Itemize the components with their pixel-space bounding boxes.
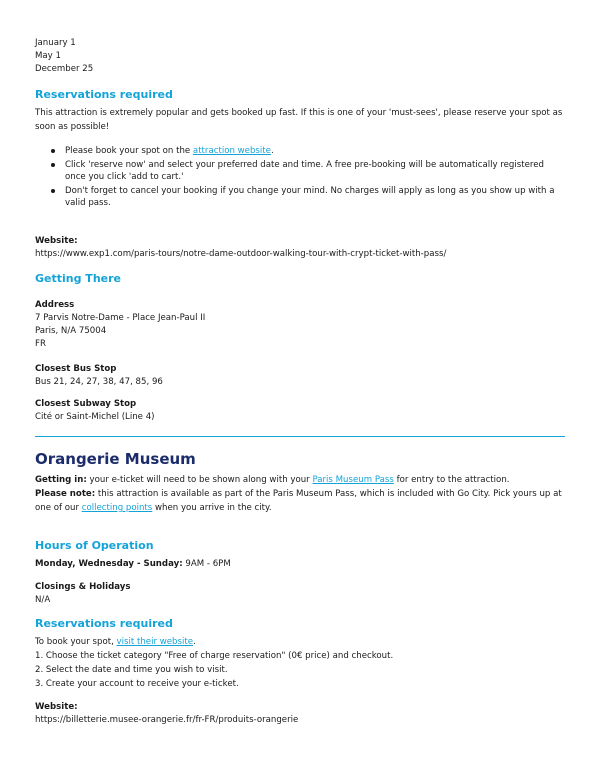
hours-time: 9AM - 6PM xyxy=(182,559,231,569)
hours-row xyxy=(35,558,231,570)
section-divider xyxy=(35,436,565,437)
hours-heading: Hours of Operation xyxy=(35,539,154,552)
step-item: 1. Choose the ticket category "Free of charge reservation" (0€ price) and checkout. xyxy=(35,651,394,661)
book-spot-text: To book your spot, xyxy=(35,637,117,647)
holiday-item: December 25 xyxy=(35,64,94,74)
bullet-item xyxy=(35,185,565,210)
website-url: https://www.exp1.com/paris-tours/notre-dame-outdoor-walking-tour-with-crypt-ticket-with-pass/ xyxy=(35,249,447,259)
reservations-heading: Reservations required xyxy=(35,617,173,630)
closings-label: Closings & Holidays xyxy=(35,582,131,592)
step-item: 3. Create your account to receive your e-ticket. xyxy=(35,679,239,689)
bus-stop-value: Bus 21, 24, 27, 38, 47, 85, 96 xyxy=(35,377,163,387)
getting-in-text: your e-ticket will need to be shown along with your xyxy=(86,475,313,485)
bullet-text: Click 'reserve now' and select your preferred date and time. A free pre-booking will be automatically registered once you click 'add to cart.' xyxy=(65,159,544,182)
getting-in-text: for entry to the attraction. xyxy=(393,475,510,485)
website-label: Website: xyxy=(35,702,78,712)
closings-value: N/A xyxy=(35,595,51,605)
attraction-website-link[interactable]: attraction website xyxy=(192,146,271,156)
address-line: FR xyxy=(35,339,46,349)
please-note-paragraph xyxy=(35,487,565,515)
reservations-bullet-list xyxy=(35,145,565,210)
getting-there-heading: Getting There xyxy=(35,272,121,285)
address-label: Address xyxy=(35,300,75,310)
book-spot-text: . xyxy=(193,637,196,647)
website-label: Website: xyxy=(35,236,78,246)
address-line: 7 Parvis Notre-Dame - Place Jean-Paul II xyxy=(35,313,206,323)
getting-in-paragraph xyxy=(35,473,565,487)
step-item: 2. Select the date and time you wish to visit. xyxy=(35,665,228,675)
please-note-label: Please note: xyxy=(35,489,96,499)
bullet-dot xyxy=(51,189,55,193)
holiday-item: January 1 xyxy=(35,38,76,48)
address-line: Paris, N/A 75004 xyxy=(35,326,107,336)
please-note-text: this attraction is available as part of the Paris Museum Pass, which is included with Go City. Pick yours up at one of our xyxy=(35,489,562,513)
subway-stop-label: Closest Subway Stop xyxy=(35,399,137,409)
bullet-dot xyxy=(51,163,55,167)
subway-stop-value: Cité or Saint-Michel (Line 4) xyxy=(35,412,155,422)
collecting-points-link[interactable]: collecting points xyxy=(81,503,153,513)
bus-stop-label: Closest Bus Stop xyxy=(35,364,117,374)
bullet-dot xyxy=(51,149,55,153)
getting-in-label: Getting in: xyxy=(35,475,87,485)
website-url: https://billetterie.musee-orangerie.fr/fr-FR/produits-orangerie xyxy=(35,715,299,725)
reservations-heading: Reservations required xyxy=(35,88,173,101)
hours-days: Monday, Wednesday - Sunday: xyxy=(35,559,183,569)
bullet-text: . xyxy=(270,146,274,156)
bullet-text: Please book your spot on the xyxy=(65,146,193,156)
reservations-intro: This attraction is extremely popular and gets booked up fast. If this is one of your 'must-sees', please reserve your spot as soon as possible! xyxy=(35,108,563,132)
please-note-text: when you arrive in the city. xyxy=(152,503,272,513)
bullet-item xyxy=(35,145,565,158)
visit-website-link[interactable]: visit their website xyxy=(116,637,194,647)
book-spot-line xyxy=(35,636,196,648)
bullet-text: Don't forget to cancel your booking if you change your mind. No charges will apply as long as you show up with a valid pass. xyxy=(65,185,555,208)
holiday-item: May 1 xyxy=(35,51,61,61)
paris-museum-pass-link[interactable]: Paris Museum Pass xyxy=(312,475,394,485)
bullet-item xyxy=(35,159,565,184)
page-title: Orangerie Museum xyxy=(35,450,196,468)
